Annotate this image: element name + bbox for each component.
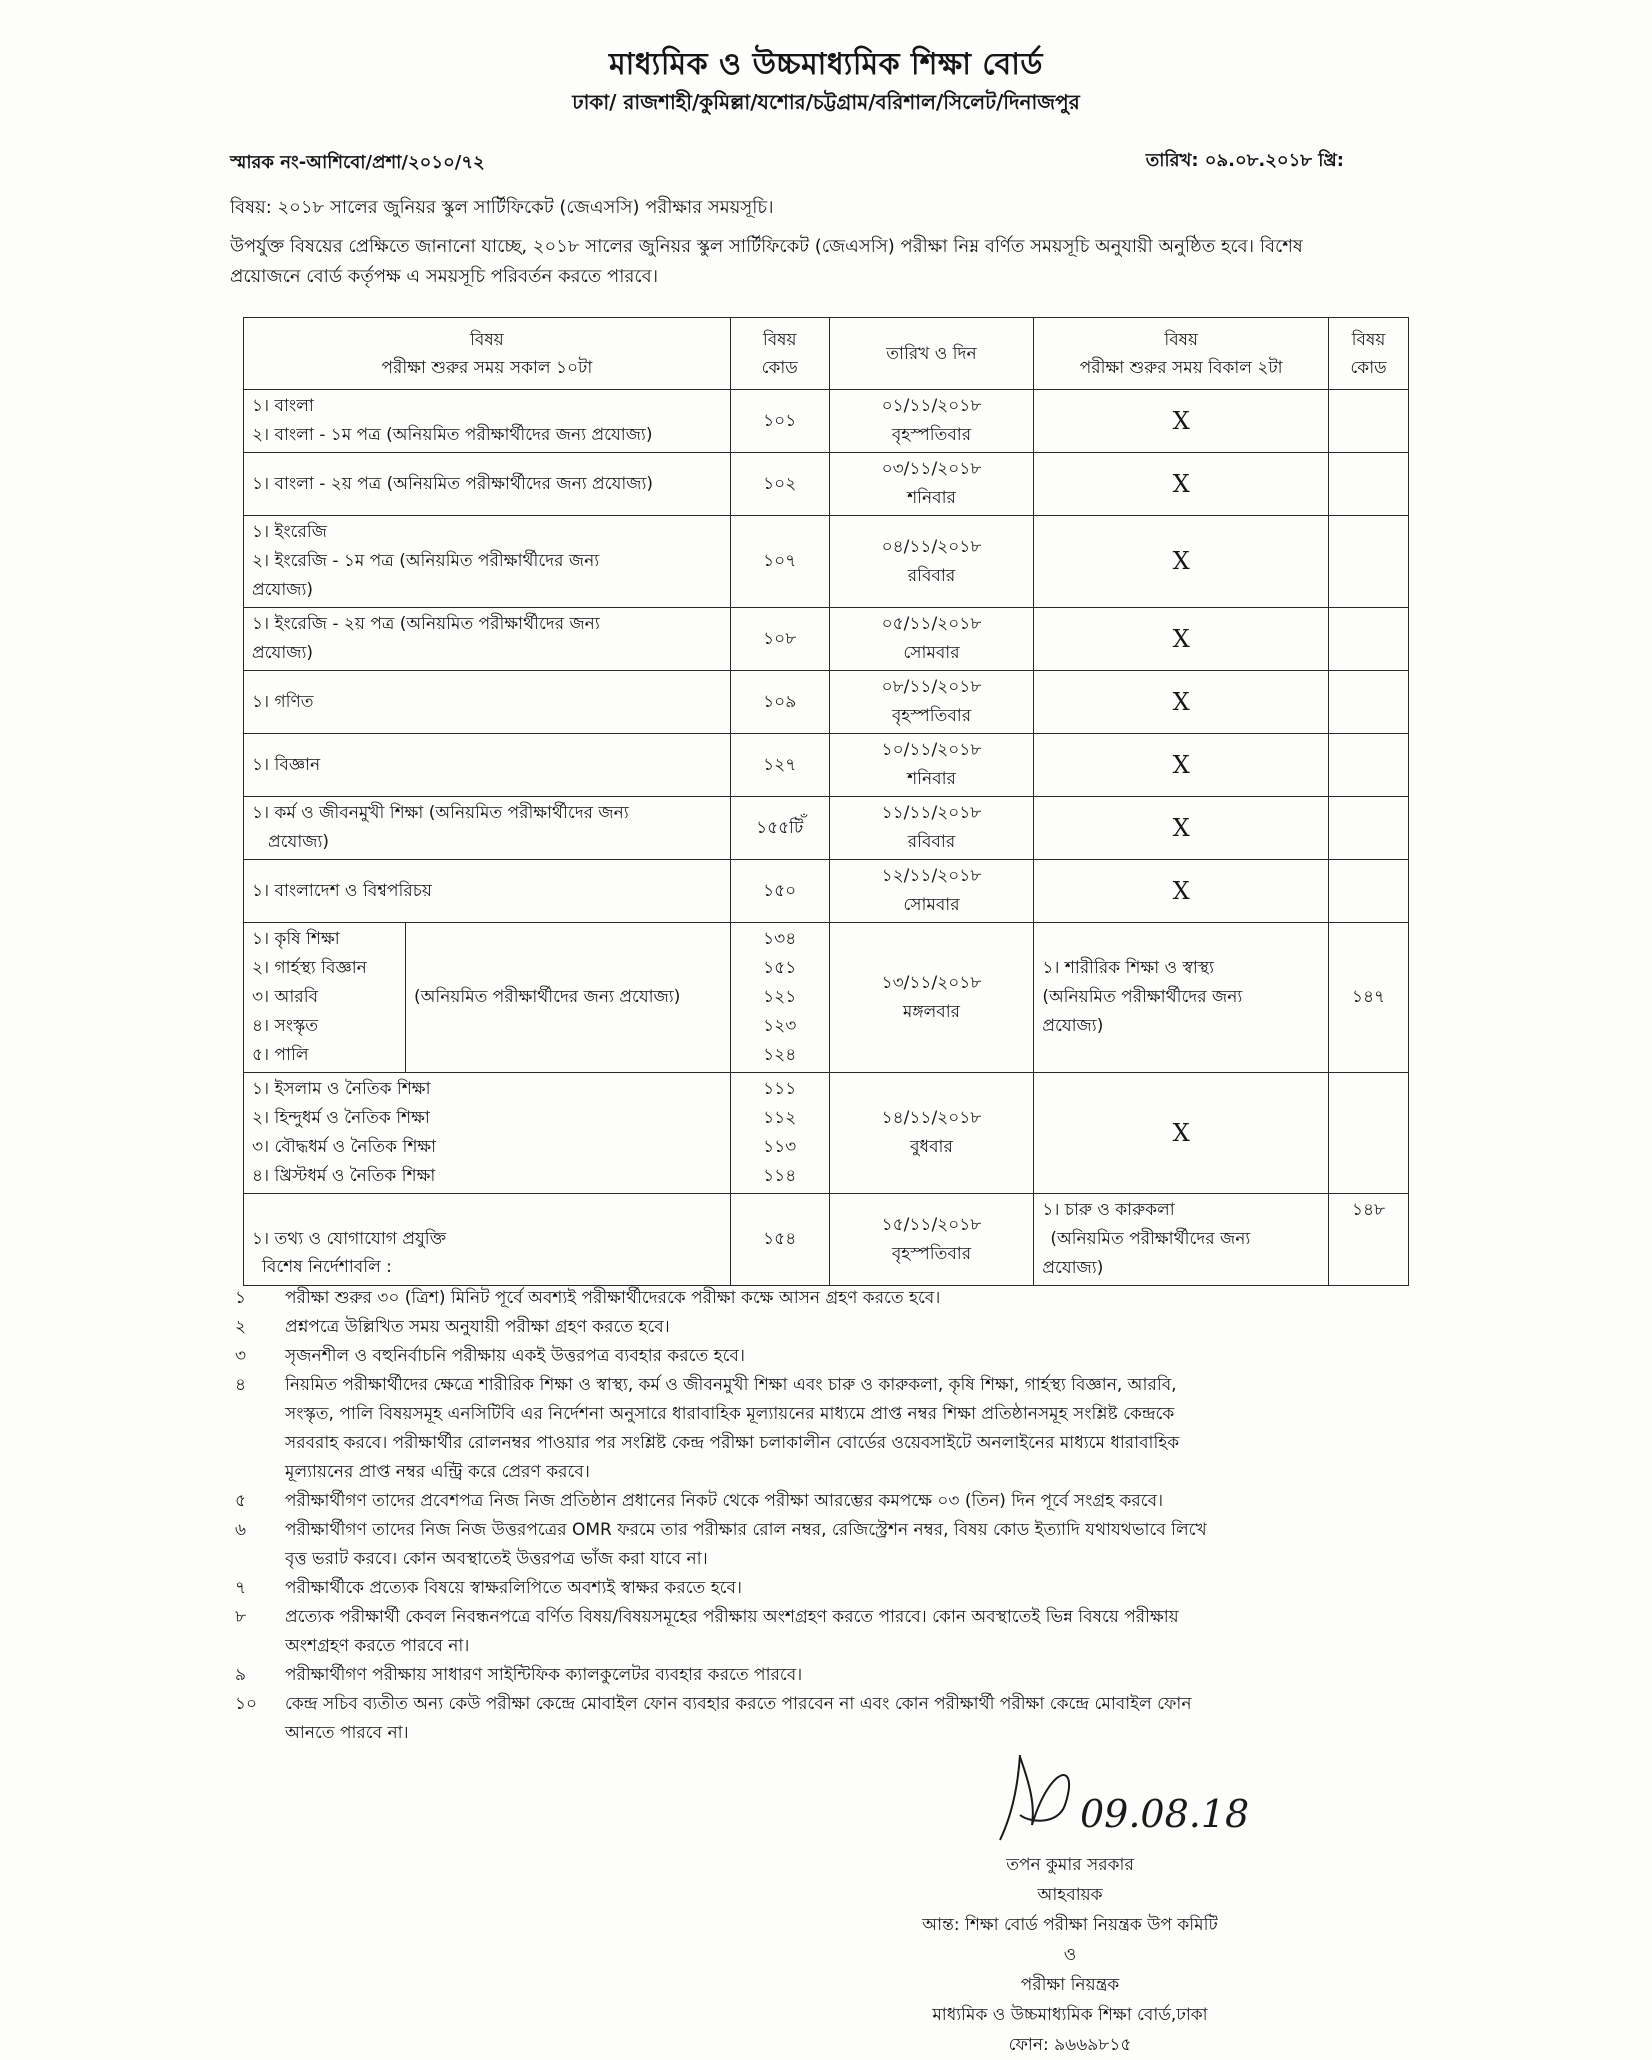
instruction-text: বৃত্ত ভরাট করবে। কোন অবস্থাতেই উত্তরপত্র ভাঁজ করা যাবে না। [285,1549,708,1569]
instruction-text: অংশগ্রহণ করতে পারবে না। [285,1636,470,1656]
board-cities: ঢাকা/ রাজশাহী/কুমিল্লা/যশোর/চট্টগ্রাম/বরিশাল/সিলেট/দিনাজপুর [572,90,1080,114]
table-row [244,1073,1409,1194]
header-morning-subject: বিষয় পরীক্ষা শুরুর সময় সকাল ১০টা [244,318,731,390]
instruction-number: ২ [235,1317,247,1337]
subject-code: ১০২ [730,453,829,516]
board-title: মাধ্যমিক ও উচ্চমাধ্যমিক শিক্ষা বোর্ড [609,47,1043,82]
table-row [244,923,1409,1073]
morning-subject: ১। তথ্য ও যোগাযোগ প্রযুক্তি [244,1194,731,1286]
instruction-number: ১ [235,1288,247,1308]
instruction-item [230,1487,1360,1516]
afternoon-subject: ১। শারীরিক শিক্ষা ও স্বাস্থ্য (অনিয়মিত পরীক্ষার্থীদের জন্য প্রযোজ্য) [1034,923,1329,1073]
table-row [244,453,1409,516]
table-row [244,671,1409,734]
morning-subject: ১। বাংলাদেশ ও বিশ্বপরিচয় [244,860,731,923]
exam-date-day: ০১/১১/২০১৮ বৃহস্পতিবার [829,390,1034,453]
morning-subject: ১। ইংরেজি ২। ইংরেজি - ১ম পত্র (অনিয়মিত পরীক্ষার্থীদের জন্য প্রযোজ্য) [244,516,731,608]
subject-line: বিষয়: ২০১৮ সালের জুনিয়র স্কুল সার্টিফিকেট (জেএসসি) পরীক্ষার সময়সূচি। [230,197,774,218]
morning-subject: ১। বিজ্ঞান [244,734,731,797]
subject-code: ১০৮ [730,608,829,671]
afternoon-x-mark: X [1034,1073,1329,1194]
exam-date-day: ১৪/১১/২০১৮ বুধবার [829,1073,1034,1194]
subject-code: ১০১ [730,390,829,453]
exam-date-day: ১২/১১/২০১৮ সোমবার [829,860,1034,923]
instruction-text: প্রশ্নপত্রে উল্লিখিত সময় অনুযায়ী পরীক্ষা গ্রহণ করতে হবে। [285,1317,670,1337]
signatory-name: তপন কুমার সরকার [1006,1855,1134,1875]
subject-code: ১৫০ [730,860,829,923]
exam-date-day: ০৮/১১/২০১৮ বৃহস্পতিবার [829,671,1034,734]
header-date-day: তারিখ ও দিন [829,318,1034,390]
instruction-item [230,1661,1360,1690]
afternoon-code: ১৪৭ [1329,923,1409,1073]
instruction-number: ৪ [235,1375,247,1395]
instruction-item [230,1690,1360,1748]
afternoon-x-mark: X [1034,734,1329,797]
instruction-number: ১০ [235,1694,258,1714]
table-row [244,734,1409,797]
instruction-item [230,1516,1360,1574]
instruction-number: ৩ [235,1346,247,1366]
irregular-note: (অনিয়মিত পরীক্ষার্থীদের জন্য প্রযোজ্য) [405,923,730,1073]
instruction-text: কেন্দ্র সচিব ব্যতীত অন্য কেউ পরীক্ষা কেন্দ্রে মোবাইল ফোন ব্যবহার করতে পারবেন না এবং কোন পরীক্ষার্থী পরীক্ষা কেন্দ্রে মোবাইল ফোন [285,1694,1192,1714]
morning-subject-list: ১। ইসলাম ও নৈতিক শিক্ষা ২। হিন্দুধর্ম ও নৈতিক শিক্ষা ৩। বৌদ্ধধর্ম ও নৈতিক শিক্ষা ৪। খ্রিস্টধর্ম ও নৈতিক শিক্ষা [244,1073,731,1194]
instructions-list [230,1284,1360,1748]
signatory-phone: ফোন: ৯৬৬৯৮১৫ [1008,2035,1132,2055]
signatory-block [850,1850,1290,2060]
signatory-role: আহবায়ক [1037,1885,1103,1905]
afternoon-x-mark: X [1034,608,1329,671]
morning-subject: ১। গণিত [244,671,731,734]
afternoon-x-mark: X [1034,390,1329,453]
instruction-text: সরবরাহ করবে। পরীক্ষার্থীর রোলনম্বর পাওয়ার পর সংশ্লিষ্ট কেন্দ্র পরীক্ষা চলাকালীন বোর্ডের ওয়েবসাইটে অনলাইনের মাধ্যমে ধারাবাহিক [285,1433,1180,1453]
instruction-text: আনতে পারবে না। [285,1723,409,1743]
instruction-item [230,1603,1360,1661]
instruction-item [230,1574,1360,1603]
instruction-text: পরীক্ষার্থীগণ তাদের প্রবেশপত্র নিজ নিজ প্রতিষ্ঠান প্রধানের নিকট থেকে পরীক্ষা আরম্ভের কমপক্ষে ০৩ (তিন) দিন পূর্বে সংগ্রহ করবে। [285,1491,1164,1511]
exam-date-day: ০৪/১১/২০১৮ রবিবার [829,516,1034,608]
table-row [244,860,1409,923]
instruction-item [230,1371,1360,1487]
subject-code-list: ১১১ ১১২ ১১৩ ১১৪ [730,1073,829,1194]
exam-date-day: ১০/১১/২০১৮ শনিবার [829,734,1034,797]
afternoon-x-mark: X [1034,860,1329,923]
exam-date-day: ১১/১১/২০১৮ রবিবার [829,797,1034,860]
instruction-number: ৫ [235,1491,247,1511]
signatory-committee: আন্ত: শিক্ষা বোর্ড পরীক্ষা নিয়ন্ত্রক উপ কমিটি [922,1915,1218,1935]
instruction-number: ৮ [235,1607,247,1627]
signatory-title: পরীক্ষা নিয়ন্ত্রক [1020,1975,1120,1995]
morning-subject: ১। ইংরেজি - ২য় পত্র (অনিয়মিত পরীক্ষার্থীদের জন্য প্রযোজ্য) [244,608,731,671]
subject-code: ১৫৫টিঁ [730,797,829,860]
morning-subject: ১। বাংলা - ২য় পত্র (অনিয়মিত পরীক্ষার্থীদের জন্য প্রযোজ্য) [244,453,731,516]
exam-date-day: ১৫/১১/২০১৮ বৃহস্পতিবার [829,1194,1034,1286]
signatory-and: ও [1063,1945,1077,1965]
afternoon-x-mark: X [1034,516,1329,608]
instruction-text: নিয়মিত পরীক্ষার্থীদের ক্ষেত্রে শারীরিক শিক্ষা ও স্বাস্থ্য, কর্ম ও জীবনমুখী শিক্ষা এবং চারু ও কারুকলা, কৃষি শিক্ষা, গার্হস্থ্য বিজ্ঞান, আরবি, [285,1375,1177,1395]
subject-code: ১০৯ [730,671,829,734]
table-row [244,797,1409,860]
morning-subject: ১। বাংলা ২। বাংলা - ১ম পত্র (অনিয়মিত পরীক্ষার্থীদের জন্য প্রযোজ্য) [244,390,731,453]
morning-subject: ১। কর্ম ও জীবনমুখী শিক্ষা (অনিয়মিত পরীক্ষার্থীদের জন্য প্রযোজ্য) [244,797,731,860]
exam-schedule-table [243,317,1409,1286]
memo-number: স্মারক নং-আশিবো/প্রশা/২০১০/৭২ [230,152,485,173]
afternoon-code [1329,1073,1409,1194]
afternoon-code [1329,608,1409,671]
header-afternoon-subject: বিষয় পরীক্ষা শুরুর সময় বিকাল ২টা [1034,318,1329,390]
table-row [244,516,1409,608]
intro-line: উপর্যুক্ত বিষয়ের প্রেক্ষিতে জানানো যাচ্ছে, ২০১৮ সালের জুনিয়র স্কুল সার্টিফিকেট (জেএসসি) পরীক্ষা নিম্ন বর্ণিত সময়সূচি অনুযায়ী অনুষ্ঠিত হবে। বিশেষ [230,236,1303,257]
exam-date-day: ০৫/১১/২০১৮ সোমবার [829,608,1034,671]
afternoon-code [1329,671,1409,734]
table-row [244,1194,1409,1286]
instruction-text: সংস্কৃত, পালি বিষয়সমূহ এনসিটিবি এর নির্দেশনা অনুসারে ধারাবাহিক মূল্যায়নের মাধ্যমে প্রাপ্ত নম্বর শিক্ষা প্রতিষ্ঠানসমূহ সংশ্লিষ্ট কেন্দ্রকে [285,1404,1175,1424]
signatory-board: মাধ্যমিক ও উচ্চমাধ্যমিক শিক্ষা বোর্ড,ঢাকা [932,2005,1208,2025]
instruction-item [230,1342,1360,1371]
afternoon-code [1329,734,1409,797]
instruction-text: সৃজনশীল ও বহুনির্বাচনি পরীক্ষায় একই উত্তরপত্র ব্যবহার করতে হবে। [285,1346,745,1366]
instruction-item [230,1313,1360,1342]
instructions-heading: বিশেষ নির্দেশাবলি : [262,1257,392,1277]
table-row [244,390,1409,453]
instruction-text: মূল্যায়নের প্রাপ্ত নম্বর এন্ট্রি করে প্রেরণ করবে। [285,1462,590,1482]
subject-code-list: ১৩৪ ১৫১ ১২১ ১২৩ ১২৪ [730,923,829,1073]
afternoon-code [1329,860,1409,923]
afternoon-code: ১৪৮ [1329,1194,1409,1286]
afternoon-code [1329,390,1409,453]
instruction-item [230,1284,1360,1313]
instruction-text: পরীক্ষার্থীগণ পরীক্ষায় সাধারণ সাইন্টিফিক ক্যালকুলেটর ব্যবহার করতে পারবে। [285,1665,803,1685]
subject-code: ১২৭ [730,734,829,797]
afternoon-x-mark: X [1034,671,1329,734]
instruction-text: পরীক্ষা শুরুর ৩০ (ত্রিশ) মিনিট পূর্বে অবশ্যই পরীক্ষার্থীদেরকে পরীক্ষা কক্ষে আসন গ্রহণ করতে হবে। [285,1288,941,1308]
instruction-text: প্রত্যেক পরীক্ষার্থী কেবল নিবন্ধনপত্রে বর্ণিত বিষয়/বিষয়সমূহের পরীক্ষায় অংশগ্রহণ করতে পারবে। কোন অবস্থাতেই ভিন্ন বিষয়ে পরীক্ষায় [285,1607,1179,1627]
instruction-number: ৭ [235,1578,247,1598]
subject-code: ১৫৪ [730,1194,829,1286]
exam-date-day: ১৩/১১/২০১৮ মঙ্গলবার [829,923,1034,1073]
signature-date: 09.08.18 [1080,1792,1250,1836]
handwritten-signature [990,1745,1250,1845]
afternoon-subject: ১। চারু ও কারুকলা (অনিয়মিত পরীক্ষার্থীদের জন্য প্রযোজ্য) [1034,1194,1329,1286]
instruction-text: পরীক্ষার্থীকে প্রত্যেক বিষয়ে স্বাক্ষরলিপিতে অবশ্যই স্বাক্ষর করতে হবে। [285,1578,742,1598]
intro-paragraph [230,232,1350,292]
instruction-number: ৬ [235,1520,247,1540]
header-afternoon-code: বিষয় কোড [1329,318,1409,390]
afternoon-code [1329,453,1409,516]
table-row [244,608,1409,671]
afternoon-code [1329,797,1409,860]
exam-date-day: ০৩/১১/২০১৮ শনিবার [829,453,1034,516]
memo-date: তারিখ: ০৯.০৮.২০১৮ খ্রি: [1145,150,1344,171]
header-subject-code: বিষয় কোড [730,318,829,390]
instruction-text: পরীক্ষার্থীগণ তাদের নিজ নিজ উত্তরপত্রের OMR ফরমে তার পরীক্ষার রোল নম্বর, রেজিস্ট্রেশন নম্বর, বিষয় কোড ইত্যাদি যথাযথভাবে লিখে [285,1520,1207,1540]
intro-line: প্রয়োজনে বোর্ড কর্তৃপক্ষ এ সময়সূচি পরিবর্তন করতে পারবে। [230,266,659,287]
afternoon-code [1329,516,1409,608]
table-header-row [244,318,1409,390]
afternoon-x-mark: X [1034,453,1329,516]
morning-subject-list: ১। কৃষি শিক্ষা ২। গার্হস্থ্য বিজ্ঞান ৩। আরবি ৪। সংস্কৃত ৫। পালি [244,923,406,1073]
instruction-number: ৯ [235,1665,247,1685]
subject-code: ১০৭ [730,516,829,608]
afternoon-x-mark: X [1034,797,1329,860]
